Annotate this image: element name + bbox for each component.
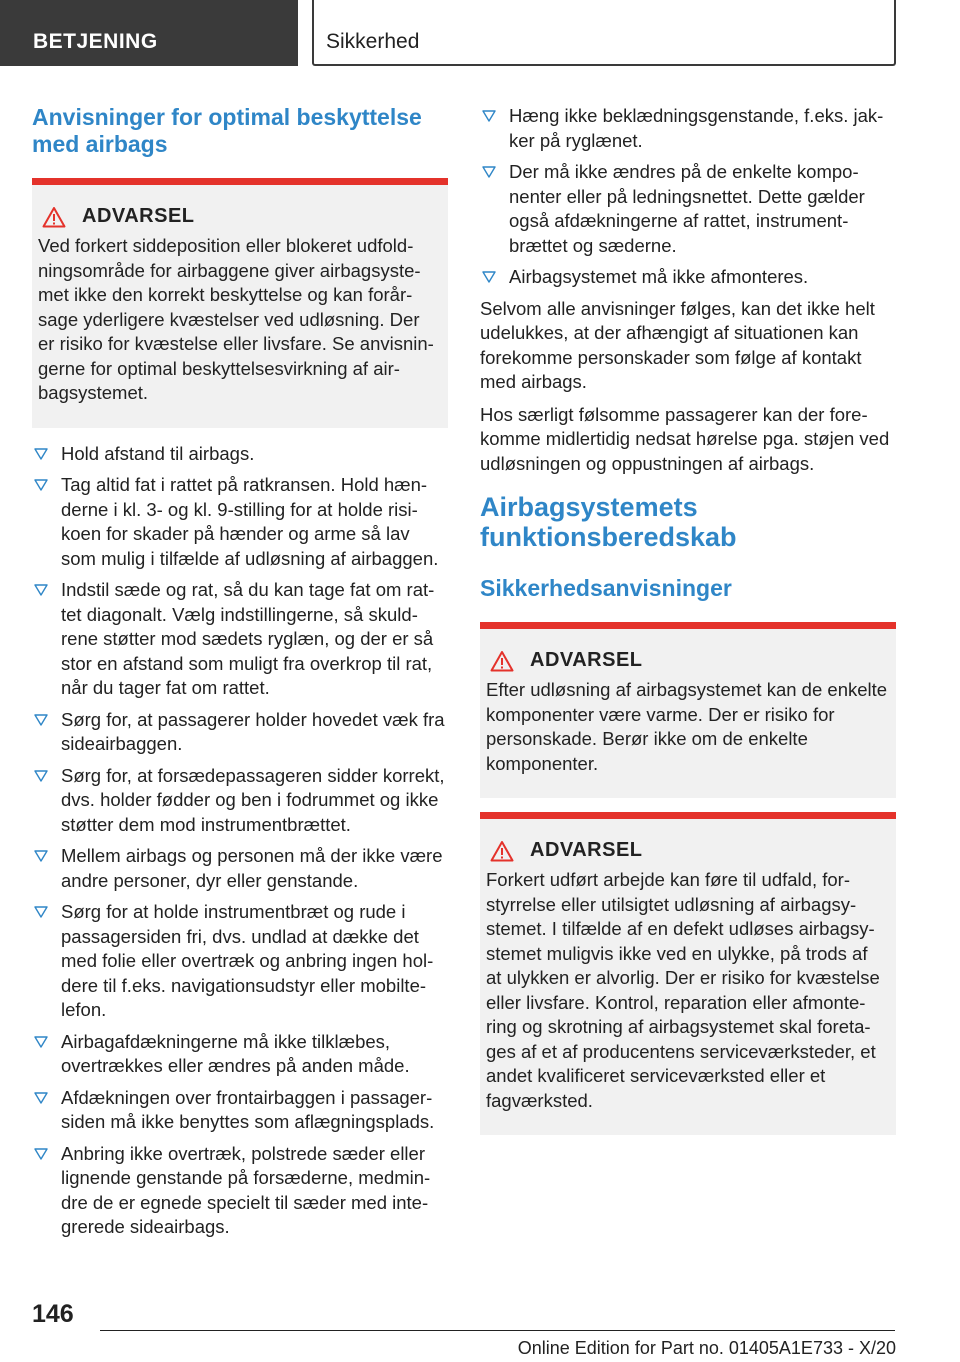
page-number: 146 <box>32 1300 74 1328</box>
triangle-bullet-icon <box>34 584 48 596</box>
list-item <box>32 578 448 701</box>
list-item <box>32 708 448 757</box>
chapter-heading: Airbagsystemets funktionsberedskab <box>480 492 737 552</box>
list-item-text: Afdækningen over frontairbaggen i passagersiden må ikke benyttes som aflægningsplads. <box>61 1086 435 1132</box>
triangle-bullet-icon <box>34 714 48 726</box>
footer-edition: Online Edition for Part no. 01405A1E733 - X/20 <box>517 1338 896 1358</box>
warning-box <box>32 178 448 428</box>
warning-box <box>480 622 896 798</box>
list-item-text: Sørg for, at forsædepassageren sidder korrekt, dvs. holder fødder og ben i fodrummet og ikke støtter dem mod instrumentbrættet. <box>61 764 445 835</box>
warning-header <box>490 839 888 862</box>
bullet-list <box>32 442 448 1240</box>
warning-triangle-icon <box>490 840 514 862</box>
warning-text: Efter udløsning af airbagsystemet kan de enkelte komponenter være varme. Der er risiko for personskade. Berør ikke om de enkelte komponenter. <box>486 679 888 774</box>
list-item-text: Anbring ikke overtræk, polstrede sæder eller lignende genstande på forsæderne, medmindre de er egnede specielt til sæder med integrerede sideairbags. <box>61 1142 431 1237</box>
section-heading: Anvisninger for optimal beskyttelse med airbags <box>32 104 422 157</box>
triangle-bullet-icon <box>34 1148 48 1160</box>
triangle-bullet-icon <box>482 110 496 122</box>
list-item-text: Sørg for at holde instrumentbræt og rude i passagersiden fri, dvs. undlad at dække det med folie eller overtræk og anbring ingen holdere til f.eks. navigationsudstyr eller mobiltelefon. <box>61 901 434 1020</box>
triangle-bullet-icon <box>34 448 48 460</box>
section-tab: BETJENING <box>0 0 298 66</box>
list-item <box>32 844 448 893</box>
list-item <box>32 442 448 467</box>
list-item <box>32 900 448 1023</box>
list-item-text: Airbagsystemet må ikke afmonteres. <box>509 266 809 287</box>
list-item-text: Airbagafdækningerne må ikke tilklæbes, overtrækkes eller ændres på anden måde. <box>61 1030 410 1076</box>
warning-title: ADVARSEL <box>530 839 643 861</box>
body-paragraph: Hos særligt følsomme passagerer kan der forekomme midlertidig nedsat hørelse pga. støjen ved udløsningen og oppustningen af airbags. <box>480 403 890 474</box>
list-item <box>480 104 896 153</box>
warning-title: ADVARSEL <box>530 649 643 671</box>
subsection-heading: Sikkerhedsanvisninger <box>480 575 732 601</box>
list-item <box>480 265 896 290</box>
warning-text: Ved forkert siddeposition eller blokeret udfoldningsområde for airbaggene giver airbagsystemet ikke den korrekt beskyttelse og kan forårsage yderligere kvæstelser ved udløsning. Der er risiko for kvæstelse eller livsfare. Se anvisningerne for optimal beskyttelsesvirkning af airbagsystemet. <box>38 235 434 403</box>
bullet-list <box>480 104 896 290</box>
list-item-text: Sørg for, at passagerer holder hovedet væk fra sideairbaggen. <box>61 708 445 754</box>
list-item-text: Indstil sæde og rat, så du kan tage fat om rattet diagonalt. Vælg indstillingerne, så skuldrene støtter mod sædets ryglæn, og der er så stor en afstand som muligt fra overkrop til rat, når du tager fat om rattet. <box>61 579 435 698</box>
warning-header <box>42 205 440 228</box>
list-item <box>32 473 448 571</box>
body-paragraph: Selvom alle anvisninger følges, kan det ikke helt udelukkes, at der afhængigt af situationen kan forekomme personskader som følge af kontakt med airbags. <box>480 297 875 392</box>
list-item-text: Der må ikke ændres på de enkelte komponenter eller på ledningsnettet. Dette gælder også afdækningerne af rattet, instrumentbrættet og sæderne. <box>509 161 865 256</box>
triangle-bullet-icon <box>482 271 496 283</box>
triangle-bullet-icon <box>34 1036 48 1048</box>
triangle-bullet-icon <box>34 1092 48 1104</box>
triangle-bullet-icon <box>34 479 48 491</box>
list-item <box>32 1030 448 1079</box>
list-item <box>32 1086 448 1135</box>
warning-title: ADVARSEL <box>82 205 195 227</box>
chapter-tab: Sikkerhed <box>312 0 896 66</box>
warning-triangle-icon <box>490 650 514 672</box>
right-column <box>480 100 896 1135</box>
warning-text: Forkert udført arbejde kan føre til udfald, forstyrrelse eller utilsigtet udløsning af airbagsystemet. I tilfælde af en defekt udløses airbagsystemet muligvis ikke ved en ulykke, på trods af at ulykken er alvorlig. Der er risiko for kvæstelse eller livsfare. Kontrol, reparation eller afmontering og skrotning af airbagsystemet skal foretages af et af producentens serviceværksteder, et andet kvalificeret serviceværksted eller et fagværksted. <box>486 869 880 1111</box>
list-item <box>32 1142 448 1240</box>
triangle-bullet-icon <box>34 770 48 782</box>
triangle-bullet-icon <box>34 906 48 918</box>
triangle-bullet-icon <box>34 850 48 862</box>
list-item-text: Hold afstand til airbags. <box>61 442 255 464</box>
list-item <box>32 764 448 838</box>
warning-header <box>490 649 888 672</box>
left-column <box>32 100 448 1247</box>
triangle-bullet-icon <box>482 166 496 178</box>
warning-box <box>480 812 896 1135</box>
footer-divider <box>100 1330 895 1331</box>
warning-triangle-icon <box>42 206 66 228</box>
page-header <box>0 0 960 66</box>
list-item-text: Hæng ikke beklædningsgenstande, f.eks. jakker på ryglænet. <box>509 105 884 151</box>
list-item-text: Mellem airbags og personen må der ikke være andre personer, dyr eller genstande. <box>61 845 443 891</box>
list-item-text: Tag altid fat i rattet på ratkransen. Hold hænderne i kl. 3- og kl. 9-stilling for at holde risikoen for skader på hænder og arme så lav som mulig i tilfælde af udløsning af airbaggen. <box>61 474 439 569</box>
list-item <box>480 160 896 258</box>
